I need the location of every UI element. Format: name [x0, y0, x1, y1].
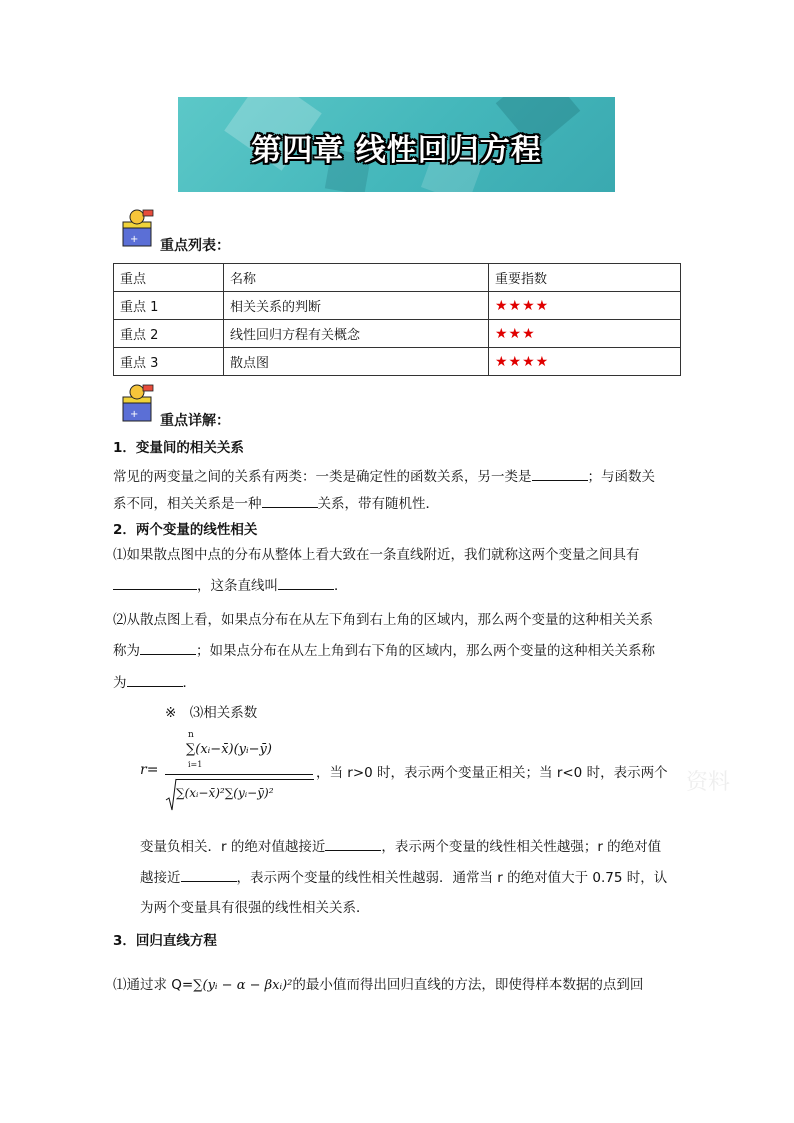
chapter-title: 第四章 线性回归方程 [251, 133, 542, 168]
table-cell: 重点 2 [114, 320, 224, 348]
star-rating: ★★★★ [489, 292, 681, 320]
answer-blank [181, 867, 237, 882]
table-cell: 线性回归方程有关概念 [224, 320, 489, 348]
formula-denominator: ∑(xᵢ−x̄)²∑(yᵢ−ȳ)² [176, 786, 274, 800]
sum-upper: n [188, 730, 194, 740]
paragraph-line: ※ ⑶相关系数 [165, 705, 258, 721]
fraction-bar [165, 774, 313, 775]
answer-blank [262, 493, 318, 508]
answer-blank [140, 640, 196, 655]
mascot-icon [119, 383, 157, 423]
paragraph-line: 系不同，相关关系是一种 关系，带有随机性． [113, 493, 439, 514]
table-row [114, 292, 681, 320]
details-heading: 重点详解： [160, 413, 230, 429]
paragraph-line: 变量负相关．r 的绝对值越接近 ，表示两个变量的线性相关性越强；r 的绝对值 [140, 836, 661, 857]
svg-text:+: + [130, 234, 139, 245]
paragraph-line: 越接近 ，表示两个变量的线性相关性越弱．通常当 r 的绝对值大于 0.75 时，认 [140, 867, 667, 888]
answer-blank [278, 575, 334, 590]
answer-blank [127, 672, 183, 687]
paragraph-line: ，当 r>0 时，表示两个变量正相关；当 r<0 时，表示两个 [316, 765, 668, 781]
table-row [114, 348, 681, 376]
answer-blank [532, 466, 588, 481]
formula-numerator: ∑(xᵢ−x̄)(yᵢ−ȳ) [186, 742, 272, 757]
paragraph-line: 称为 ；如果点分布在从左上角到右下角的区域内，那么两个变量的这种相关关系称 [113, 640, 655, 661]
svg-text:+: + [130, 409, 139, 420]
sqrt-bar [176, 779, 314, 780]
section-title: 3．回归直线方程 [113, 933, 217, 949]
paragraph-line: ⑵从散点图上看，如果点分布在从左下角到右上角的区域内，那么两个变量的这种相关关系 [113, 612, 653, 628]
formula-lhs: r= [140, 762, 159, 778]
paragraph-line: ⑴如果散点图中点的分布从整体上看大致在一条直线附近，我们就称这两个变量之间具有 [113, 547, 640, 563]
answer-blank [325, 836, 381, 851]
formula-sum: ∑(yᵢ − α − βxᵢ)² [193, 978, 293, 993]
paragraph-line: ⑴通过求 Q=∑(yᵢ − α − βxᵢ)²的最小值而得出回归直线的方法，即使得样本数据的点到回 [113, 977, 644, 993]
key-points-table [113, 263, 681, 376]
paragraph-line: 为 ． [113, 672, 196, 693]
table-cell: 相关关系的判断 [224, 292, 489, 320]
table-cell: 散点图 [224, 348, 489, 376]
table-header-row [114, 264, 681, 292]
table-header-cell: 名称 [224, 264, 489, 292]
answer-blank [113, 575, 197, 590]
paragraph-line: 常见的两变量之间的关系有两类：一类是确定性的函数关系，另一类是 ；与函数关 [113, 466, 655, 487]
sum-lower: i=1 [188, 760, 203, 769]
table-header-cell: 重点 [114, 264, 224, 292]
section-title: 1．变量间的相关关系 [113, 440, 244, 456]
table-cell: 重点 1 [114, 292, 224, 320]
table-cell: 重点 3 [114, 348, 224, 376]
mascot-icon [119, 208, 157, 248]
paragraph-line: ，这条直线叫 ． [113, 575, 348, 596]
key-points-heading: 重点列表： [160, 238, 230, 254]
section-title: 2．两个变量的线性相关 [113, 522, 258, 538]
paragraph-line: 为两个变量具有很强的线性相关关系． [140, 900, 370, 916]
star-rating: ★★★★ [489, 348, 681, 376]
chapter-banner [178, 97, 615, 192]
table-header-cell: 重要指数 [489, 264, 681, 292]
star-rating: ★★★ [489, 320, 681, 348]
watermark: 资料 [686, 770, 731, 795]
table-row [114, 320, 681, 348]
